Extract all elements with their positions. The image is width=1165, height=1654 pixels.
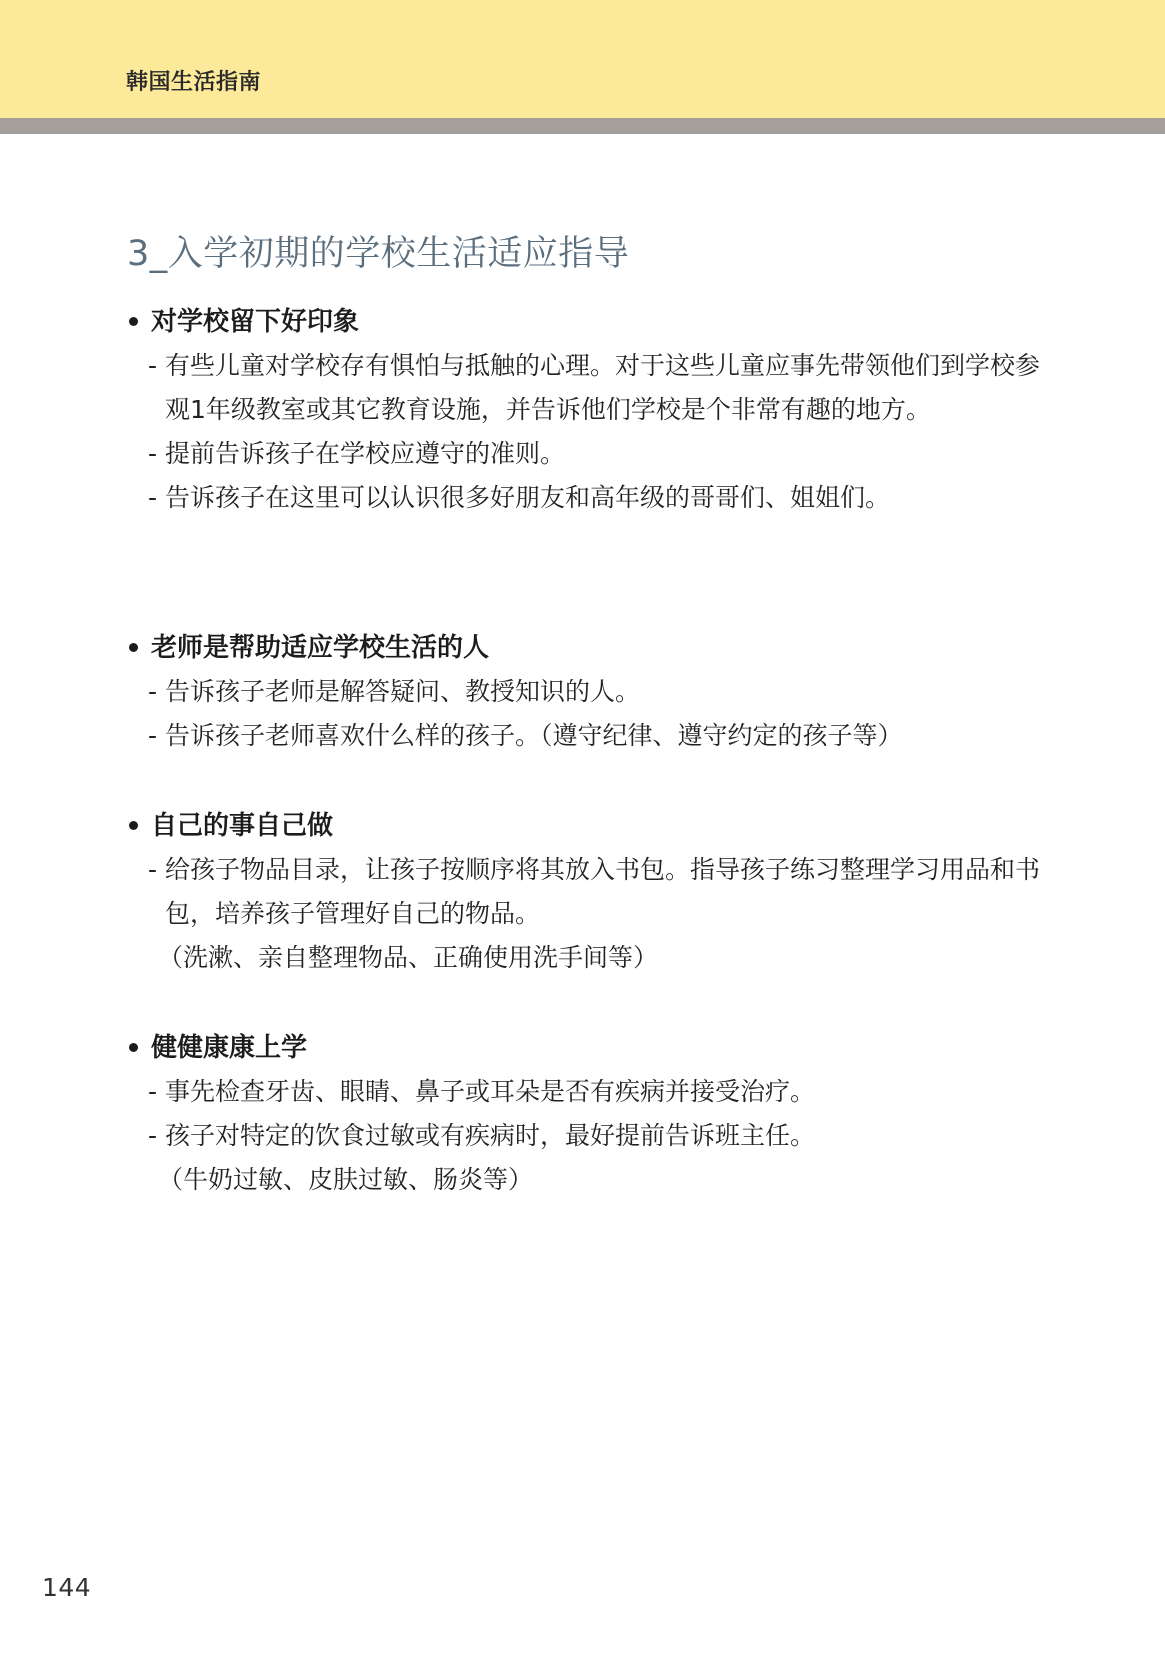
list-item-text: 告诉孩子老师喜欢什么样的孩子。（遵守纪律、遵守约定的孩子等） [165,721,903,750]
section-heading: 3_入学初期的学校生活适应指导 [127,234,630,274]
dash-marker: - [148,1077,158,1106]
list-item [127,1070,1047,1114]
list-item [127,476,1047,520]
list-item [127,714,1047,758]
topic-title-text: 自己的事自己做 [151,811,334,841]
header-divider [0,118,1165,134]
bullet-icon [129,821,138,830]
dash-marker: - [148,351,158,380]
list-note: （洗漱、亲自整理物品、正确使用洗手间等） [158,943,659,972]
list-item-text: 告诉孩子老师是解答疑问、教授知识的人。 [165,677,641,706]
bullet-icon [129,1043,138,1052]
header-band [0,0,1165,118]
running-header-title: 韩国生活指南 [126,70,262,95]
dash-marker: - [148,721,158,750]
page-number: 144 [42,1573,92,1602]
topic-title-text: 对学校留下好印象 [151,307,360,337]
list-item-text: 有些儿童对学校存有惧怕与抵触的心理。对于这些儿童应事先带领他们到学校参观1年级教室或其它教育设施，并告诉他们学校是个非常有趣的地方。 [165,351,1041,424]
topic-title-text: 老师是帮助适应学校生活的人 [151,633,490,663]
list-item [127,848,1047,936]
dash-marker: - [148,1121,158,1150]
list-item-text: 孩子对特定的饮食过敏或有疾病时，最好提前告诉班主任。 [165,1121,816,1150]
topic-teacher-helps [127,626,1047,758]
list-item-text: 提前告诉孩子在学校应遵守的准则。 [165,439,566,468]
topic-title-text: 健健康康上学 [151,1033,308,1063]
list-item-text: 事先检查牙齿、眼睛、鼻子或耳朵是否有疾病并接受治疗。 [165,1077,816,1106]
topic-healthy-school [127,1026,1047,1202]
bullet-icon [129,317,138,326]
topic-title [127,1026,1047,1070]
dash-marker: - [148,677,158,706]
list-item [127,344,1047,432]
list-note: （牛奶过敏、皮肤过敏、肠炎等） [158,1165,534,1194]
dash-marker: - [148,439,158,468]
list-item [127,670,1047,714]
topic-title [127,300,1047,344]
topic-title [127,626,1047,670]
bullet-icon [129,643,138,652]
list-item [127,1114,1047,1158]
list-item-text: 给孩子物品目录，让孩子按顺序将其放入书包。指导孩子练习整理学习用品和书包，培养孩子管理好自己的物品。 [165,855,1041,928]
topic-good-impression [127,300,1047,520]
dash-marker: - [148,855,158,884]
list-item-text: 告诉孩子在这里可以认识很多好朋友和高年级的哥哥们、姐姐们。 [165,483,891,512]
topic-self-reliance [127,804,1047,980]
dash-marker: - [148,483,158,512]
topic-title [127,804,1047,848]
list-item [127,432,1047,476]
